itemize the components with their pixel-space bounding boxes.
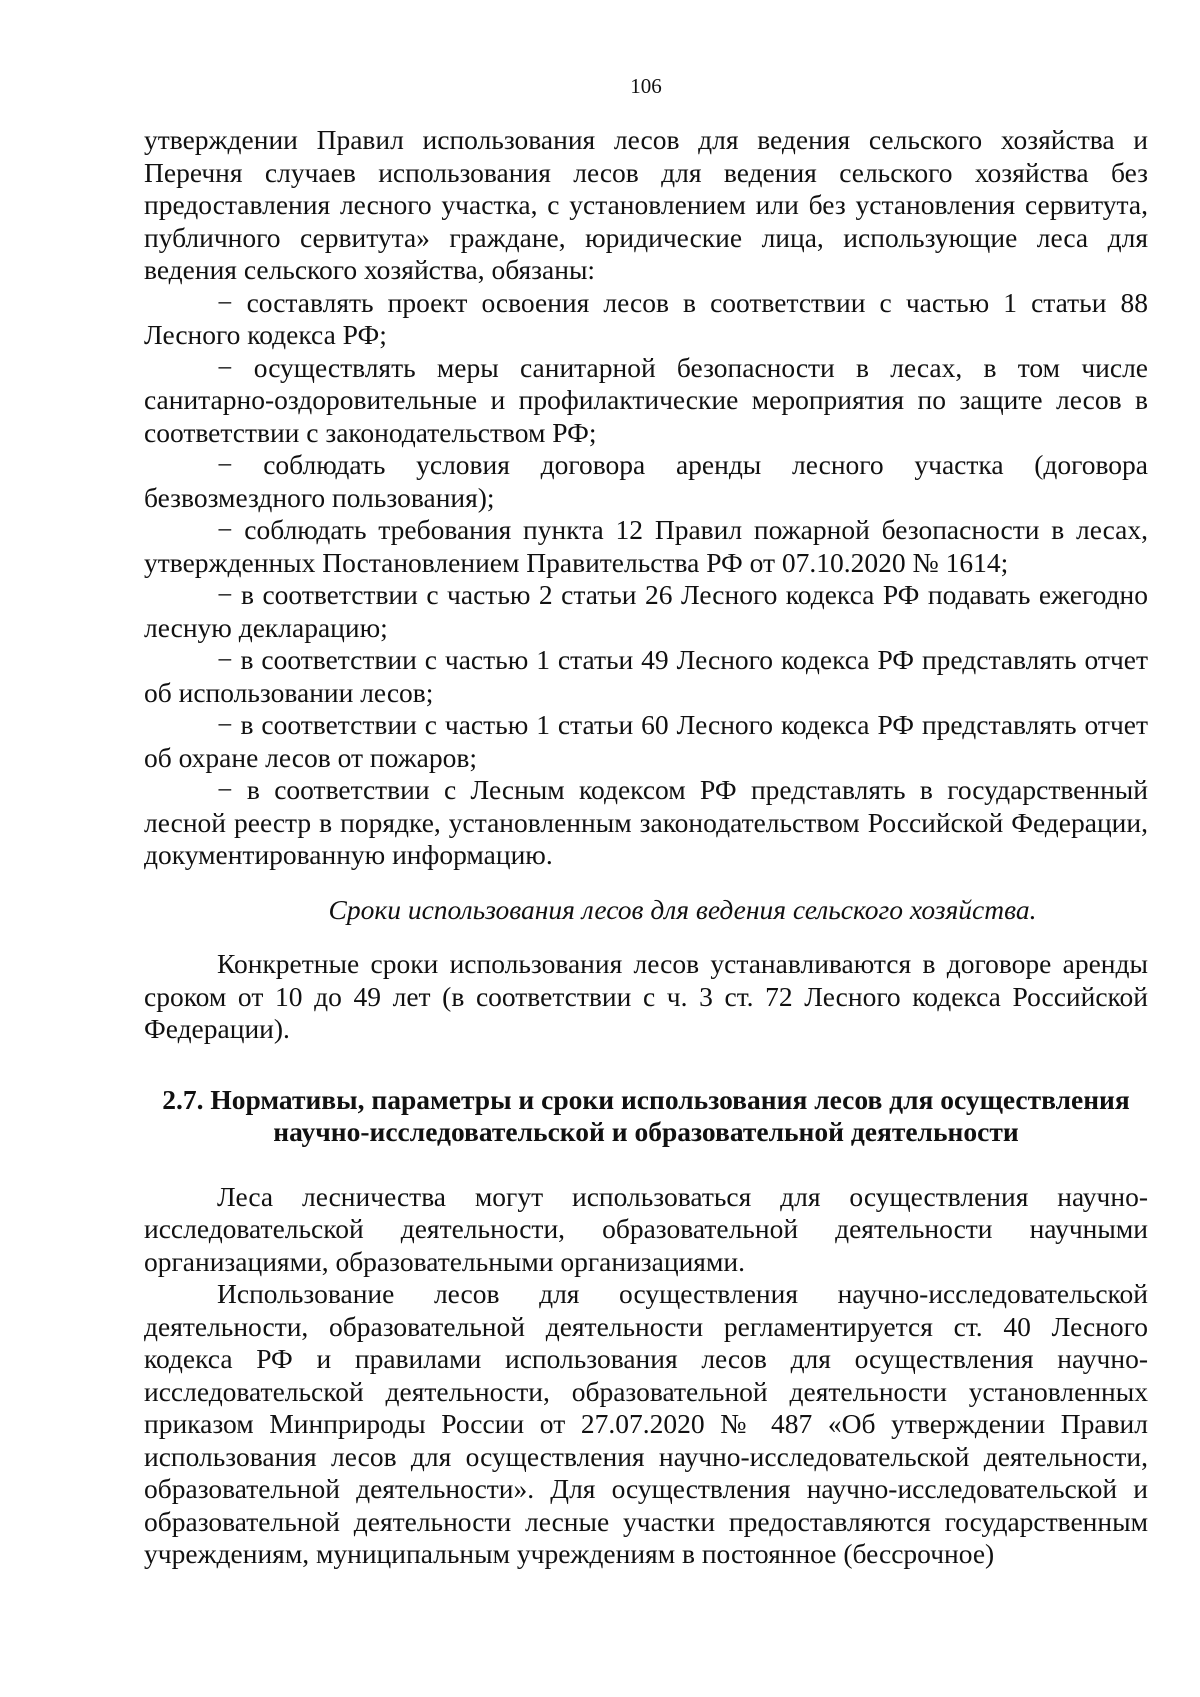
section-heading-2-7 bbox=[144, 1084, 1148, 1149]
document-body bbox=[144, 124, 1148, 1571]
obligation-item-2: − осуществлять меры санитарной безопасности в лесах, в том числе санитарно-оздоровительные и профилактические мероприятия по защите лесов в соответствии с законодательством РФ; bbox=[144, 351, 1148, 448]
research-paragraph-2: Использование лесов для осуществления научно-исследовательской деятельности, образовательной деятельности регламентируется ст. 40 Лесного кодекса РФ и правилами использования лесов для осуществления научно-исследовательской деятельности, образовательной деятельности установленных приказом Минприроды России от 27.07.2020 № 487 «Об утверждении Правил использования лесов для осуществления научно-исследовательской деятельности, образовательной деятельности». Для осуществления научно-исследовательской и образовательной деятельности лесные участки предоставляются государственным учреждениям, муниципальным учреждениям в постоянное (бессрочное) bbox=[144, 1278, 1148, 1569]
obligation-item-1: − составлять проект освоения лесов в соответствии с частью 1 статьи 88 Лесного кодекса РФ; bbox=[144, 286, 1148, 350]
terms-paragraph: Конкретные сроки использования лесов устанавливаются в договоре аренды сроком от 10 до 49 лет (в соответствии с ч. 3 ст. 72 Лесного кодекса Российской Федерации). bbox=[144, 948, 1148, 1044]
terms-subheading: Сроки использования лесов для ведения сельского хозяйства. bbox=[328, 893, 1037, 925]
obligation-item-3: − соблюдать условия договора аренды лесного участка (договора безвозмездного пользования); bbox=[144, 449, 1148, 513]
page-number: 106 bbox=[630, 74, 662, 98]
research-paragraph-1: Леса лесничества могут использоваться для осуществления научно-исследовательской деятельности, образовательной деятельности научными организациями, образовательными организациями. bbox=[144, 1180, 1148, 1277]
paragraph-continuation: утверждении Правил использования лесов для ведения сельского хозяйства и Перечня случаев использования лесов для ведения сельского хозяйства без предоставления лесного участка, с установлением или без установления сервитута, публичного сервитута» граждане, юридические лица, использующие леса для ведения сельского хозяйства, обязаны: bbox=[144, 124, 1148, 285]
obligation-item-8: − в соответствии с Лесным кодексом РФ представлять в государственный лесной реестр в порядке, установленным законодательством Российской Федерации, документированную информацию. bbox=[144, 774, 1148, 870]
obligation-item-4: − соблюдать требования пункта 12 Правил пожарной безопасности в лесах, утвержденных Постановлением Правительства РФ от 07.10.2020 № 1614; bbox=[144, 514, 1148, 578]
obligation-item-5: − в соответствии с частью 2 статьи 26 Лесного кодекса РФ подавать ежегодно лесную декларацию; bbox=[144, 579, 1148, 643]
section-heading-line-1: 2.7. Нормативы, параметры и сроки использования лесов для осуществления bbox=[162, 1083, 1130, 1115]
obligation-item-7: − в соответствии с частью 1 статьи 60 Лесного кодекса РФ представлять отчет об охране лесов от пожаров; bbox=[144, 709, 1148, 773]
obligation-item-6: − в соответствии с частью 1 статьи 49 Лесного кодекса РФ представлять отчет об использовании лесов; bbox=[144, 644, 1148, 708]
section-heading-line-2: научно-исследовательской и образовательной деятельности bbox=[273, 1116, 1019, 1147]
